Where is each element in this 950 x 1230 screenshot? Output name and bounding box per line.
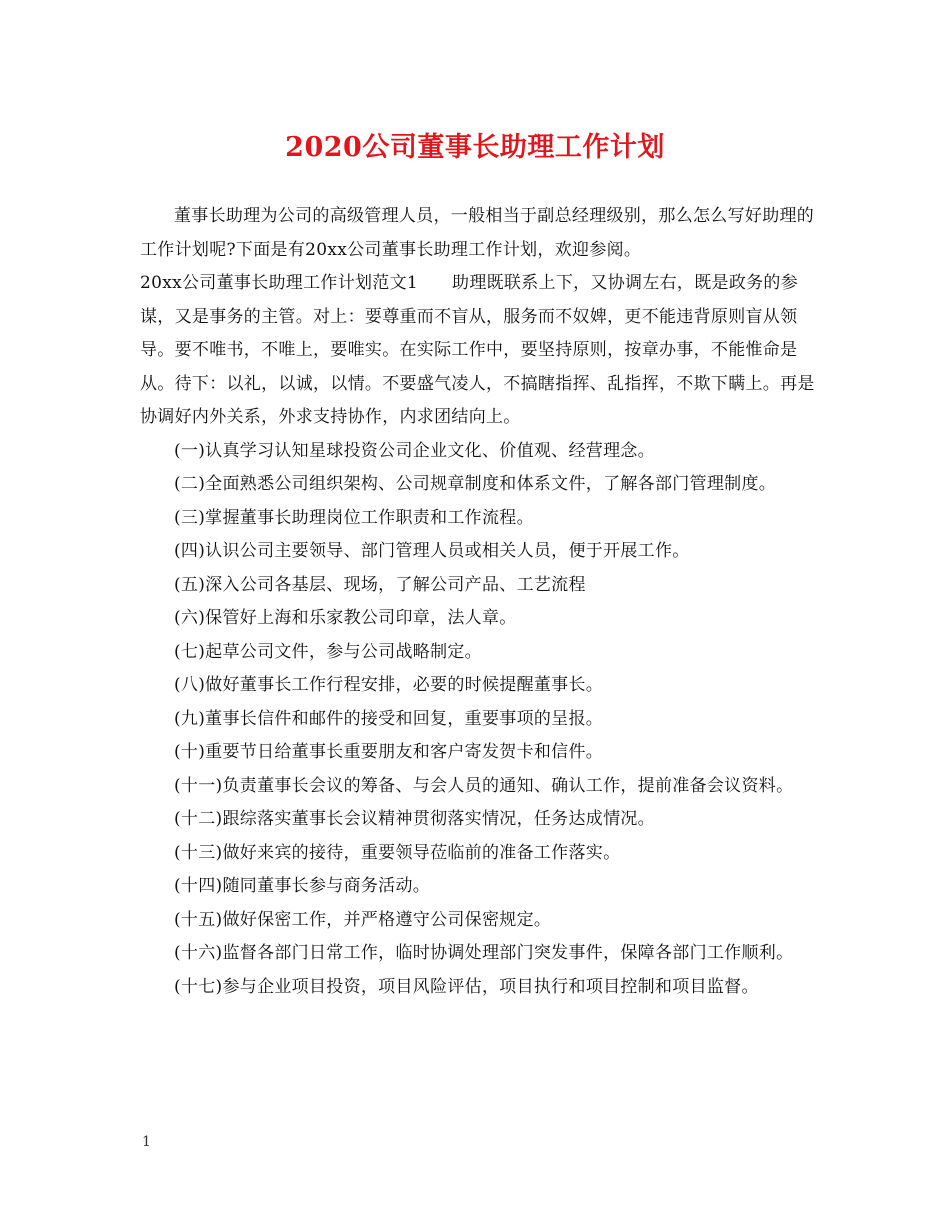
- list-item: (十一)负责董事长会议的筹备、与会人员的通知、确认工作，提前准备会议资料。: [174, 775, 794, 796]
- list-item: (十二)跟综落实董事长会议精神贯彻落实情况，任务达成情况。: [174, 809, 655, 829]
- list-item: (十三)做好来宾的接待，重要领导莅临前的准备工作落实。: [174, 842, 621, 863]
- list-item: (十六)监督各部门日常工作，临时协调处理部门突发事件，保障各部门工作顺利。: [174, 943, 794, 963]
- list-item: (一)认真学习认知星球投资公司企业文化、价值观、经营理念。: [174, 440, 655, 461]
- list-item: (五)深入公司各基层、现场，了解公司产品、工艺流程: [174, 574, 586, 595]
- list-item: (七)起草公司文件，参与公司战略制定。: [174, 641, 482, 662]
- section-heading: 20xx公司董事长助理工作计划范文1: [140, 273, 419, 293]
- page-number: 1: [142, 1134, 151, 1150]
- section-body: 助理既联系上下，又协调左右，既是政务的参谋，又是事务的主管。对上：要尊重而不盲从，服务而不奴婢，更不能违背原则盲从领导。要不唯书，不唯上，要唯实。在实际工作中，要坚持原则，按章办事，不能惟命是从。待下：以礼，以诚，以情。不要盛气凌人，不搞瞎指挥、乱指挥，不欺下瞒上。再是协调好内外关系，外求支持协作，内求团结向上。: [140, 273, 815, 427]
- list-item: (十)重要节日给董事长重要朋友和客户寄发贺卡和信件。: [174, 742, 604, 762]
- intro-paragraph: 董事长助理为公司的高级管理人员，一般相当于副总经理级别，那么怎么写好助理的工作计划呢?下面是有20xx公司董事长助理工作计划，欢迎参阅。: [140, 206, 815, 260]
- list-item: (四)认识公司主要领导、部门管理人员或相关人员，便于开展工作。: [174, 541, 690, 561]
- list-item: (十四)随同董事长参与商务活动。: [174, 876, 431, 896]
- list-item: (十七)参与企业项目投资，项目风险评估，项目执行和项目控制和项目监督。: [174, 976, 759, 997]
- list-item: (二)全面熟悉公司组织架构、公司规章制度和体系文件，了解各部门管理制度。: [174, 474, 777, 494]
- document-title: 2020公司董事长助理工作计划: [285, 132, 665, 163]
- list-item: (八)做好董事长工作行程安排，必要的时候提醒董事长。: [174, 675, 604, 695]
- section-paragraph: [140, 267, 830, 435]
- list-item: (三)掌握董事长助理岗位工作职责和工作流程。: [174, 507, 534, 528]
- document-body: [140, 200, 830, 1004]
- list-item: (六)保管好上海和乐家教公司印章，法人章。: [174, 608, 517, 628]
- list-item: (十五)做好保密工作，并严格遵守公司保密规定。: [174, 909, 552, 930]
- list-item: (九)董事长信件和邮件的接受和回复，重要事项的呈报。: [174, 708, 604, 729]
